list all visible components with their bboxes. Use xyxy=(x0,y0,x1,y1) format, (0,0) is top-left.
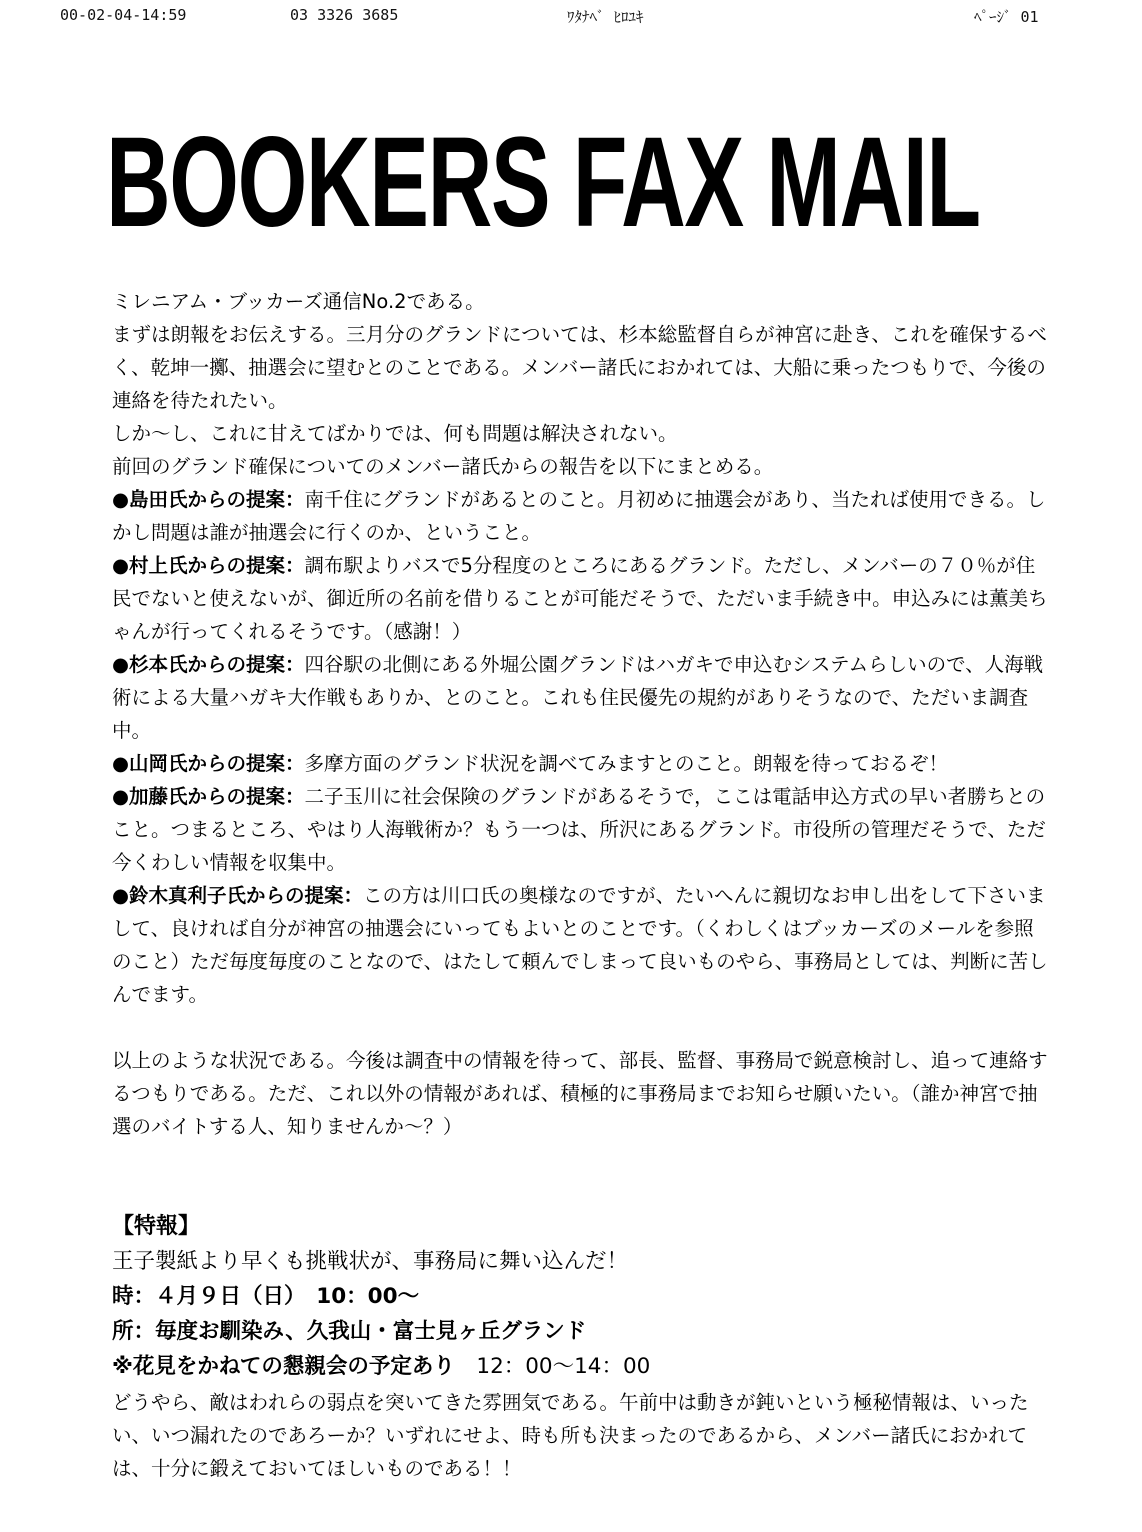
match-venue: 所：毎度お馴染み、久我山・富士見ヶ丘グランド xyxy=(112,1319,587,1344)
proposal-suzuki xyxy=(112,879,1052,1011)
proposal-text: 四谷駅の北側にある外堀公園グランドはハガキで申込むシステムらしいので、人海戦術による大量ハガキ大作戦もありか、とのこと。これも住民優先の規約がありそうなので、ただいま調査中。 xyxy=(112,653,1044,742)
proposal-lead: ●杉本氏からの提案： xyxy=(112,653,305,676)
proposal-lead: ●島田氏からの提案： xyxy=(112,488,305,511)
special-heading: 【特報】 xyxy=(112,1214,201,1239)
proposal-murakami xyxy=(112,549,1052,648)
party-note: ※花見をかねての懇親会の予定あり xyxy=(112,1354,455,1379)
special-announcement: 王子製紙より早くも挑戦状が、事務局に舞い込んだ！ xyxy=(112,1249,629,1274)
summary-paragraph: 以上のような状況である。今後は調査中の情報を待って、部長、監督、事務局で鋭意検討し、追って連絡するつもりである。ただ、これ以外の情報があれば、積極的に事務局までお知らせ願いたい。（誰か神宮で抽選のバイトする人、知りませんか〜？） xyxy=(112,1049,1048,1138)
proposal-text: 南千住にグランドがあるとのこと。月初めに抽選会があり、当たれば使用できる。しかし問題は誰が抽選会に行くのか、ということ。 xyxy=(112,488,1046,544)
proposal-lead: ●加藤氏からの提案： xyxy=(112,785,305,808)
proposal-shimada xyxy=(112,483,1052,549)
proposal-lead: ●村上氏からの提案： xyxy=(112,554,305,577)
intro-line: 前回のグランド確保についてのメンバー諸氏からの報告を以下にまとめる。 xyxy=(112,455,774,478)
fax-datetime: 00-02-04-14:59 xyxy=(60,6,187,24)
proposal-kato xyxy=(112,780,1052,879)
party-note-line xyxy=(112,1349,1052,1384)
party-time: 12：00〜14：00 xyxy=(476,1354,651,1379)
fax-page-number: ﾍﾟｰｼﾞ 01 xyxy=(974,8,1039,26)
fax-phone-number: 03 3326 3685 xyxy=(290,6,399,24)
proposal-text: この方は川口氏の奥様なのですが、たいへんに親切なお申し出をして下さいまして、良ければ自分が神宮の抽選会にいってもよいとのことです。（くわしくはブッカーズのメールを参照のこと）ただ毎度毎度のことなので、はたして頼んでしまって良いものやら、事務局としては、判断に苦しんでます。 xyxy=(112,884,1048,1006)
intro-paragraph: まずは朗報をお伝えする。三月分のグランドについては、杉本総監督自らが神宮に赴き、これを確保するべく、乾坤一擲、抽選会に望むとのことである。メンバー諸氏におかれては、大船に乗ったつもりで、今後の連絡を待たれたい。 xyxy=(112,323,1047,412)
newsletter-body xyxy=(112,285,1052,1143)
fax-sender-name: ﾜﾀﾅﾍﾞ ﾋﾛﾕｷ xyxy=(567,8,644,26)
masthead-title: BOOKERS FAX MAIL xyxy=(106,111,980,254)
proposal-text: 二子玉川に社会保険のグランドがあるそうで，ここは電話申込方式の早い者勝ちとのこと。つまるところ、やはり人海戦術か？もう一つは、所沢にあるグランド。市役所の管理だそうで、ただ今くわしい情報を収集中。 xyxy=(112,785,1046,874)
paragraph-gap xyxy=(112,1011,1052,1044)
match-time: 時：４月９日（日） 10：00〜 xyxy=(112,1284,420,1309)
proposal-text: 多摩方面のグランド状況を調べてみますとのこと。朗報を待っておるぞ！ xyxy=(304,752,949,775)
fax-transmission-header xyxy=(0,6,1142,30)
intro-line: しか〜し、これに甘えてばかりでは、何も問題は解決されない。 xyxy=(112,422,678,445)
proposal-lead: ●山岡氏からの提案： xyxy=(112,752,305,775)
proposal-lead: ●鈴木真利子氏からの提案： xyxy=(112,884,364,907)
special-report xyxy=(112,1210,1052,1485)
closing-paragraph: どうやら、敵はわれらの弱点を突いてきた雰囲気である。午前中は動きが鈍いという極秘情報は、いったい、いつ漏れたのであろーか？いずれにせよ、時も所も決まったのであるから、メンバー諸氏におかれては、十分に鍛えておいてほしいものである！！ xyxy=(112,1391,1029,1480)
proposal-yamaoka xyxy=(112,747,1052,780)
intro-line: ミレニアム・ブッカーズ通信No.2である。 xyxy=(112,290,485,313)
proposal-text: 調布駅よりバスで5分程度のところにあるグランド。ただし、メンバーの７０％が住民でないと使えないが、御近所の名前を借りることが可能だそうで、ただいま手続き中。申込みには薫美ちゃんが行ってくれるそうです。（感謝！） xyxy=(112,554,1048,643)
proposal-sugimoto xyxy=(112,648,1052,747)
